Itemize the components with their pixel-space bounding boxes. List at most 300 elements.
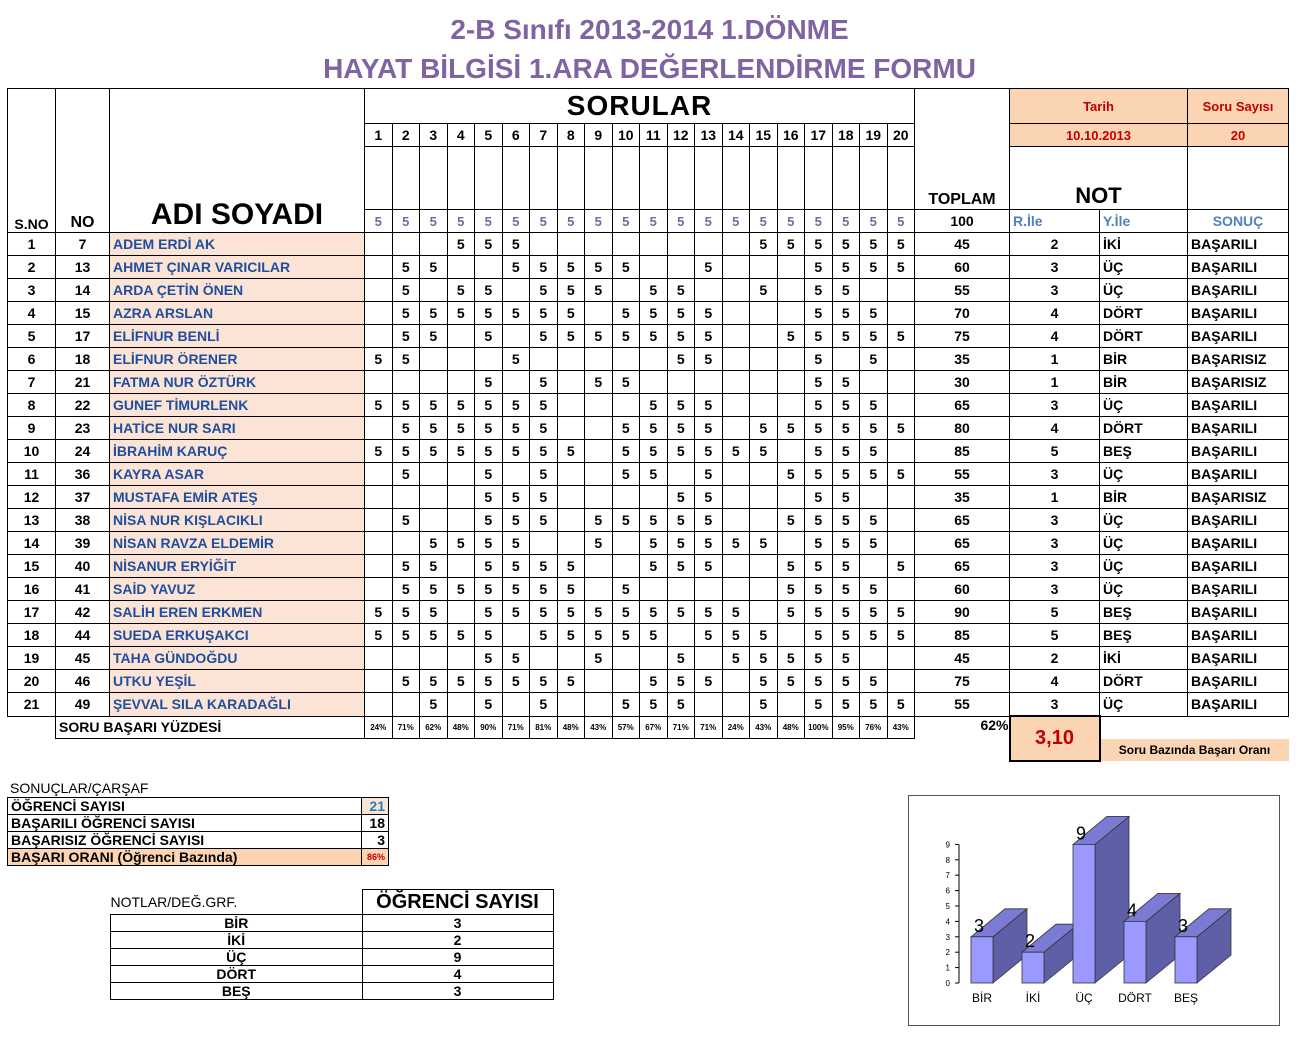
student-name: TAHA GÜNDOĞDU (110, 647, 365, 670)
score-cell: 5 (777, 647, 805, 670)
score-cell (365, 555, 393, 578)
score-cell: 5 (777, 463, 805, 486)
score-cell: 5 (502, 670, 530, 693)
score-cell (420, 233, 448, 256)
summary-label: BAŞARILI ÖĞRENCİ SAYISI (8, 815, 362, 832)
score-cell (667, 578, 695, 601)
score-cell (750, 555, 778, 578)
score-cell: 5 (392, 279, 420, 302)
grade-label: İKİ (111, 932, 363, 949)
student-grade-word: ÜÇ (1100, 693, 1188, 717)
score-cell (392, 371, 420, 394)
question-blank-cell (667, 147, 695, 196)
question-blank-cell (887, 147, 915, 196)
score-cell: 5 (832, 463, 860, 486)
student-no: 23 (56, 417, 110, 440)
score-cell: 5 (420, 325, 448, 348)
score-cell: 5 (585, 647, 613, 670)
score-cell: 5 (640, 601, 668, 624)
question-success-pct: 71% (695, 716, 723, 739)
score-cell: 5 (695, 463, 723, 486)
score-cell: 5 (667, 417, 695, 440)
header-sorular: SORULAR (365, 89, 915, 124)
student-grade-number: 4 (1010, 417, 1100, 440)
question-success-pct: 57% (612, 716, 640, 739)
question-points: 5 (612, 210, 640, 233)
score-cell (777, 440, 805, 463)
score-cell: 5 (860, 256, 888, 279)
score-cell: 5 (667, 486, 695, 509)
student-result: BAŞARILI (1188, 601, 1289, 624)
header-toplam: TOPLAM (915, 89, 1010, 210)
grade-label: DÖRT (111, 966, 363, 983)
footer-blank (1100, 716, 1289, 739)
score-cell (365, 647, 393, 670)
student-sno: 19 (8, 647, 56, 670)
score-cell: 5 (502, 647, 530, 670)
score-cell (750, 509, 778, 532)
student-row (8, 647, 1289, 670)
question-blank-cell (475, 195, 503, 210)
chart-y-tick-label: 3 (945, 932, 950, 942)
score-cell (585, 463, 613, 486)
score-cell: 5 (612, 371, 640, 394)
score-cell (447, 647, 475, 670)
student-row (8, 440, 1289, 463)
student-grade-word: BEŞ (1100, 601, 1188, 624)
question-blank-cell (832, 195, 860, 210)
score-cell (722, 417, 750, 440)
student-sno: 7 (8, 371, 56, 394)
score-cell: 5 (805, 486, 833, 509)
score-cell (365, 693, 393, 717)
score-cell: 5 (805, 647, 833, 670)
student-row (8, 417, 1289, 440)
score-cell (365, 256, 393, 279)
score-cell: 5 (557, 440, 585, 463)
score-cell: 5 (777, 601, 805, 624)
score-cell: 5 (612, 693, 640, 717)
score-cell: 5 (640, 325, 668, 348)
student-name: KAYRA ASAR (110, 463, 365, 486)
question-number: 16 (777, 124, 805, 147)
score-cell: 5 (832, 555, 860, 578)
score-cell: 5 (860, 670, 888, 693)
score-cell: 5 (502, 302, 530, 325)
score-cell: 5 (557, 601, 585, 624)
score-cell: 5 (777, 417, 805, 440)
score-cell: 5 (860, 417, 888, 440)
score-cell: 5 (832, 440, 860, 463)
question-points: 5 (805, 210, 833, 233)
score-cell (887, 440, 915, 463)
score-cell: 5 (557, 578, 585, 601)
student-total: 45 (915, 233, 1010, 256)
score-cell: 5 (805, 624, 833, 647)
score-cell: 5 (365, 394, 393, 417)
student-grade-number: 1 (1010, 348, 1100, 371)
question-blank-cell (557, 147, 585, 196)
score-cell: 5 (640, 463, 668, 486)
student-result: BAŞARISIZ (1188, 348, 1289, 371)
score-cell: 5 (805, 578, 833, 601)
student-grade-word: ÜÇ (1100, 509, 1188, 532)
score-cell: 5 (530, 624, 558, 647)
student-total: 65 (915, 509, 1010, 532)
student-no: 7 (56, 233, 110, 256)
score-cell: 5 (392, 601, 420, 624)
question-blank-cell (585, 147, 613, 196)
score-cell (612, 532, 640, 555)
question-success-pct: 48% (777, 716, 805, 739)
student-total: 75 (915, 670, 1010, 693)
score-cell: 5 (420, 394, 448, 417)
student-grade-number: 1 (1010, 486, 1100, 509)
score-cell: 5 (805, 302, 833, 325)
student-no: 46 (56, 670, 110, 693)
student-row (8, 371, 1289, 394)
question-success-pct: 48% (447, 716, 475, 739)
question-success-pct: 76% (860, 716, 888, 739)
score-cell: 5 (475, 624, 503, 647)
score-cell: 5 (695, 256, 723, 279)
score-cell: 5 (777, 233, 805, 256)
score-cell: 5 (475, 463, 503, 486)
student-grade-number: 3 (1010, 693, 1100, 717)
question-number: 19 (860, 124, 888, 147)
student-row (8, 532, 1289, 555)
page-subtitle: HAYAT BİLGİSİ 1.ARA DEĞERLENDİRME FORMU (323, 53, 976, 84)
student-no: 17 (56, 325, 110, 348)
student-row (8, 348, 1289, 371)
score-cell: 5 (750, 417, 778, 440)
student-grade-word: ÜÇ (1100, 463, 1188, 486)
score-cell: 5 (475, 555, 503, 578)
score-cell (530, 647, 558, 670)
score-cell (887, 647, 915, 670)
question-success-pct: 24% (365, 716, 393, 739)
student-grade-word: DÖRT (1100, 325, 1188, 348)
student-grade-number: 2 (1010, 233, 1100, 256)
student-name: AHMET ÇINAR VARICILAR (110, 256, 365, 279)
summary-title: SONUÇLAR/ÇARŞAF (10, 780, 149, 796)
footer-blank (8, 716, 56, 739)
question-number: 3 (420, 124, 448, 147)
tarih-value: 10.10.2013 (1010, 124, 1188, 147)
score-cell: 5 (392, 394, 420, 417)
score-cell (557, 647, 585, 670)
score-cell (832, 348, 860, 371)
score-cell (887, 394, 915, 417)
score-cell: 5 (860, 325, 888, 348)
question-number: 7 (530, 124, 558, 147)
question-number: 15 (750, 124, 778, 147)
score-cell: 5 (695, 670, 723, 693)
score-cell: 5 (750, 233, 778, 256)
question-points: 5 (695, 210, 723, 233)
score-cell (557, 463, 585, 486)
score-cell: 5 (695, 302, 723, 325)
score-cell (695, 647, 723, 670)
student-row (8, 624, 1289, 647)
score-cell: 5 (777, 325, 805, 348)
header-name: ADI SOYADI (110, 89, 365, 233)
chart-x-tick-label: ÜÇ (1075, 991, 1093, 1005)
student-name: ŞEVVAL SILA KARADAĞLI (110, 693, 365, 717)
score-cell (365, 325, 393, 348)
question-blank-cell (530, 195, 558, 210)
score-cell: 5 (722, 532, 750, 555)
score-cell: 5 (392, 256, 420, 279)
score-cell: 5 (860, 394, 888, 417)
score-cell: 5 (365, 624, 393, 647)
score-cell (530, 233, 558, 256)
score-cell (365, 417, 393, 440)
score-cell: 5 (612, 302, 640, 325)
score-cell: 5 (832, 509, 860, 532)
score-cell: 5 (502, 532, 530, 555)
score-cell: 5 (365, 348, 393, 371)
score-cell: 5 (860, 440, 888, 463)
question-points: 5 (722, 210, 750, 233)
score-cell: 5 (392, 440, 420, 463)
score-cell: 5 (447, 532, 475, 555)
student-no: 45 (56, 647, 110, 670)
student-grade-number: 3 (1010, 555, 1100, 578)
student-total: 65 (915, 394, 1010, 417)
score-cell: 5 (475, 233, 503, 256)
grade-table-header: ÖĞRENCİ SAYISI (362, 890, 553, 915)
score-cell (392, 486, 420, 509)
score-cell: 5 (667, 394, 695, 417)
score-cell: 5 (722, 440, 750, 463)
score-cell (640, 647, 668, 670)
chart-y-tick-label: 7 (945, 871, 950, 881)
score-cell: 5 (640, 302, 668, 325)
score-cell (722, 486, 750, 509)
score-cell (365, 279, 393, 302)
student-grade-word: DÖRT (1100, 302, 1188, 325)
score-cell: 5 (392, 624, 420, 647)
student-total: 30 (915, 371, 1010, 394)
student-sno: 13 (8, 509, 56, 532)
question-blank-cell (640, 147, 668, 196)
student-row (8, 555, 1289, 578)
score-cell (722, 394, 750, 417)
score-cell: 5 (530, 302, 558, 325)
score-cell (860, 486, 888, 509)
score-cell: 5 (805, 532, 833, 555)
score-cell: 5 (585, 532, 613, 555)
score-cell: 5 (860, 509, 888, 532)
summary-table (7, 797, 389, 866)
chart-y-tick-label: 8 (945, 855, 950, 865)
question-points: 5 (475, 210, 503, 233)
score-cell (557, 348, 585, 371)
score-cell (502, 371, 530, 394)
score-cell (585, 693, 613, 717)
score-cell: 5 (695, 440, 723, 463)
score-cell: 5 (475, 394, 503, 417)
student-grade-number: 3 (1010, 394, 1100, 417)
score-cell: 5 (612, 601, 640, 624)
score-cell: 5 (447, 302, 475, 325)
score-cell: 5 (887, 555, 915, 578)
student-grade-number: 3 (1010, 256, 1100, 279)
student-row (8, 302, 1289, 325)
question-blank-cell (420, 195, 448, 210)
student-row (8, 463, 1289, 486)
score-cell (585, 555, 613, 578)
question-blank-cell (640, 195, 668, 210)
score-cell: 5 (530, 601, 558, 624)
chart-y-tick-label: 2 (945, 948, 950, 958)
student-sno: 21 (8, 693, 56, 717)
question-blank-cell (530, 147, 558, 196)
score-cell (777, 279, 805, 302)
score-cell (640, 486, 668, 509)
score-cell (887, 348, 915, 371)
question-points: 5 (502, 210, 530, 233)
score-cell (585, 670, 613, 693)
student-result: BAŞARILI (1188, 555, 1289, 578)
question-blank-cell (832, 147, 860, 196)
score-cell (640, 371, 668, 394)
score-cell: 5 (860, 302, 888, 325)
score-cell: 5 (392, 555, 420, 578)
score-cell (365, 532, 393, 555)
score-cell: 5 (667, 693, 695, 717)
student-grade-word: BİR (1100, 348, 1188, 371)
score-cell: 5 (805, 256, 833, 279)
question-success-pct: 90% (475, 716, 503, 739)
score-cell (777, 256, 805, 279)
score-cell: 5 (502, 555, 530, 578)
score-cell: 5 (530, 670, 558, 693)
score-cell: 5 (750, 624, 778, 647)
student-total: 75 (915, 325, 1010, 348)
score-cell: 5 (667, 509, 695, 532)
question-blank-cell (392, 195, 420, 210)
student-result: BAŞARISIZ (1188, 371, 1289, 394)
student-grade-word: ÜÇ (1100, 256, 1188, 279)
score-cell (695, 233, 723, 256)
score-cell: 5 (557, 555, 585, 578)
grade-row (111, 949, 554, 966)
student-name: ELİFNUR BENLİ (110, 325, 365, 348)
score-cell (887, 486, 915, 509)
student-grade-word: BİR (1100, 371, 1188, 394)
page-title: 2-B Sınıfı 2013-2014 1.DÖNME (450, 14, 849, 45)
score-cell (475, 348, 503, 371)
question-blank-cell (502, 195, 530, 210)
score-cell (722, 463, 750, 486)
summary-value: 21 (362, 798, 389, 815)
score-cell (585, 348, 613, 371)
question-blank-cell (612, 147, 640, 196)
score-cell: 5 (447, 578, 475, 601)
score-cell (722, 371, 750, 394)
score-cell: 5 (805, 348, 833, 371)
score-cell: 5 (585, 256, 613, 279)
score-cell: 5 (612, 463, 640, 486)
score-cell: 5 (530, 463, 558, 486)
question-number: 2 (392, 124, 420, 147)
score-cell (365, 578, 393, 601)
grade-count: 4 (362, 966, 553, 983)
score-cell: 5 (777, 555, 805, 578)
student-result: BAŞARILI (1188, 463, 1289, 486)
score-cell (557, 509, 585, 532)
question-blank-cell (447, 195, 475, 210)
question-points: 5 (860, 210, 888, 233)
score-cell: 5 (860, 463, 888, 486)
question-blank-cell (502, 147, 530, 196)
score-cell: 5 (447, 233, 475, 256)
score-cell: 5 (695, 601, 723, 624)
question-success-pct: 95% (832, 716, 860, 739)
score-cell (447, 693, 475, 717)
grades-sheet (7, 88, 1289, 762)
score-cell (667, 624, 695, 647)
score-cell (722, 256, 750, 279)
question-number: 13 (695, 124, 723, 147)
score-cell: 5 (420, 670, 448, 693)
grade-count: 2 (362, 932, 553, 949)
score-cell: 5 (530, 394, 558, 417)
score-cell: 5 (805, 440, 833, 463)
score-cell: 5 (695, 325, 723, 348)
score-cell: 5 (887, 693, 915, 717)
grade-label: BİR (111, 915, 363, 932)
score-cell (722, 325, 750, 348)
question-blank-cell (860, 147, 888, 196)
chart-bar (1175, 937, 1197, 983)
score-cell: 5 (475, 578, 503, 601)
question-blank-cell (777, 147, 805, 196)
question-blank-cell (722, 195, 750, 210)
score-cell: 5 (832, 486, 860, 509)
student-grade-word: DÖRT (1100, 417, 1188, 440)
question-blank-cell (667, 195, 695, 210)
student-name: SALİH EREN ERKMEN (110, 601, 365, 624)
student-total: 45 (915, 647, 1010, 670)
question-number: 11 (640, 124, 668, 147)
score-cell: 5 (805, 509, 833, 532)
score-cell: 5 (640, 417, 668, 440)
score-cell (447, 256, 475, 279)
score-cell (695, 279, 723, 302)
question-blank-cell (860, 195, 888, 210)
question-blank-cell (392, 147, 420, 196)
score-cell: 5 (695, 555, 723, 578)
score-cell: 5 (695, 532, 723, 555)
question-blank-cell (695, 195, 723, 210)
score-cell (722, 348, 750, 371)
chart-y-tick-label: 4 (945, 917, 950, 927)
score-cell (860, 279, 888, 302)
score-cell (777, 624, 805, 647)
score-cell: 5 (475, 279, 503, 302)
summary-label: ÖĞRENCİ SAYISI (8, 798, 362, 815)
score-cell: 5 (695, 624, 723, 647)
score-cell: 5 (805, 670, 833, 693)
score-cell: 5 (530, 325, 558, 348)
student-total: 85 (915, 624, 1010, 647)
score-cell (860, 371, 888, 394)
header-no: NO (56, 89, 110, 233)
header-sno: S.NO (8, 89, 56, 233)
